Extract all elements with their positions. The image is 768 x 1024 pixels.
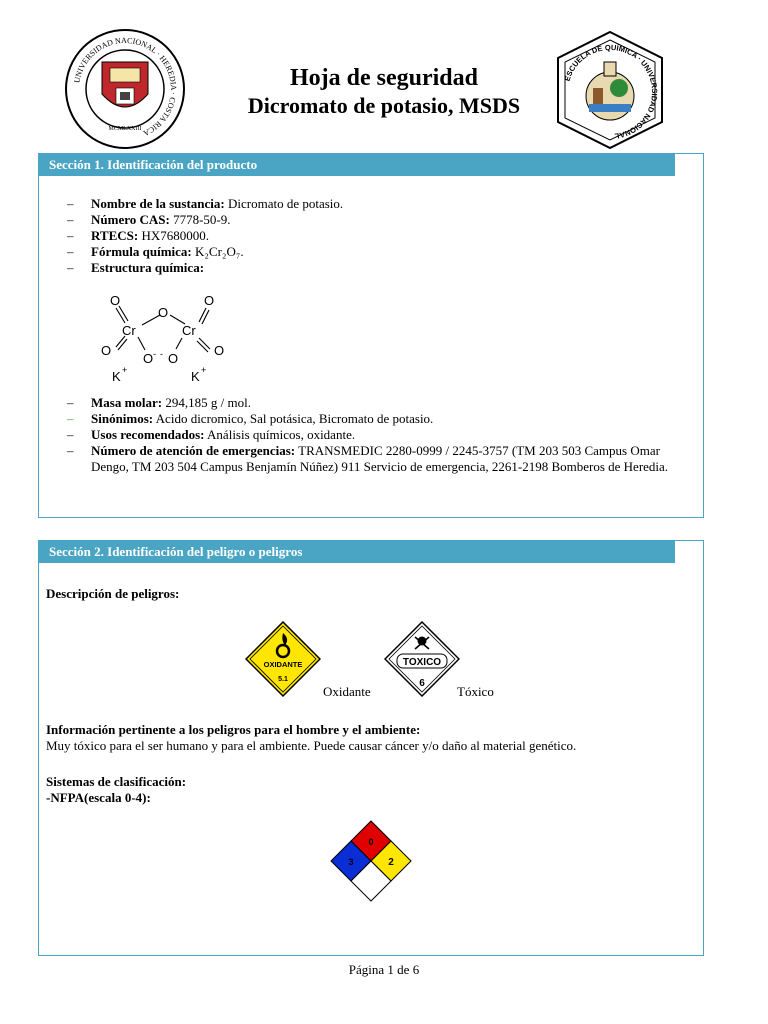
list-item (67, 212, 697, 228)
item-label: Fórmula química: (91, 244, 192, 259)
bullet-dash: – (67, 196, 74, 211)
document-title: Hoja de seguridad (289, 65, 478, 91)
atom-k: K (191, 369, 200, 384)
section-2 (38, 540, 704, 956)
toxico-pictogram-icon (384, 621, 460, 697)
nfpa-health: 3 (348, 857, 354, 867)
section-1 (38, 153, 704, 518)
item-value: Análisis químicos, oxidante. (204, 427, 356, 442)
document-header (220, 64, 548, 120)
toxico-label: Tóxico (457, 684, 494, 699)
charge-plus: + (201, 365, 207, 375)
item-label: Masa molar: (91, 395, 163, 410)
list-item (67, 196, 697, 212)
svg-text:5.1: 5.1 (278, 676, 288, 683)
item-value: Acido dicromico, Sal potásica, Bicromato de potasio. (153, 411, 434, 426)
item-label: Número de atención de emergencias: (91, 443, 296, 458)
bullet-dash: – (67, 395, 74, 410)
nfpa-heading: -NFPA(escala 0-4): (46, 790, 151, 805)
item-label: Número CAS: (91, 212, 170, 227)
escuela-quimica-logo (553, 30, 667, 150)
list-item (67, 228, 697, 244)
oxidante-pictogram-icon (245, 621, 321, 697)
item-label: Nombre de la sustancia: (91, 196, 225, 211)
bullet-dash: – (67, 427, 74, 442)
document-subtitle: Dicromato de potasio, MSDS (247, 93, 521, 118)
item-value: 294,185 g / mol. (162, 395, 251, 410)
item-value: K₂Cr₂O₇. (191, 244, 244, 259)
list-item (67, 244, 697, 260)
oxidante-label: Oxidante (323, 684, 371, 699)
atom-cr: Cr (182, 323, 196, 338)
section-1-list (67, 196, 697, 276)
page-number: Página 1 de 6 (348, 962, 420, 977)
list-item (67, 395, 697, 411)
bullet-dash: – (67, 411, 74, 426)
nfpa-diamond-icon (330, 820, 412, 902)
section-1-title: Sección 1. Identificación del producto (39, 154, 675, 176)
svg-text:TOXICO: TOXICO (402, 657, 442, 668)
svg-text:UNIVERSIDAD NACIONAL · HEREDIA: UNIVERSIDAD NACIONAL · HEREDIA · COSTA RICA (72, 35, 179, 138)
item-label: Sinónimos: (91, 411, 154, 426)
charge-minus: - (160, 349, 163, 359)
item-label: RTECS: (91, 228, 139, 243)
item-value: TRANSMEDIC 2280-0999 / 2245-3757 (TM 203 503 Campus Omar Dengo, TM 203 504 Campus Benjamín Núñez) 911 Servicio de emergencia, 2261-2198 Bomberos de Heredia. (91, 443, 669, 474)
svg-text:6: 6 (419, 678, 425, 689)
section-1-list-2 (67, 395, 697, 475)
atom-o: O (110, 293, 121, 308)
sistemas-heading: Sistemas de clasificación: (46, 774, 187, 789)
info-text: Muy tóxico para el ser humano y para el ambiente. Puede causar cáncer y/o daño al material genético. (46, 738, 577, 753)
nfpa-flammability: 0 (368, 837, 374, 847)
atom-cr: Cr (122, 323, 136, 338)
atom-o-minus: O (168, 351, 179, 366)
svg-text:MCMLXXIII: MCMLXXIII (108, 126, 142, 132)
list-item (67, 411, 697, 427)
chemical-structure (94, 289, 284, 389)
atom-o: O (204, 293, 215, 308)
descripcion-heading: Descripción de peligros: (46, 586, 180, 601)
charge-minus: - (153, 349, 156, 359)
item-value: HX7680000. (138, 228, 210, 243)
item-value: Dicromato de potasio. (224, 196, 344, 211)
bullet-dash: – (67, 244, 74, 259)
info-heading: Información pertinente a los peligros para el hombre y el ambiente: (46, 722, 421, 737)
svg-text:ESCUELA DE QUÍMICA · UNIVERSID: ESCUELA DE QUÍMICA · UNIVERSIDAD NACIONAL (562, 42, 660, 141)
charge-plus: + (122, 365, 128, 375)
list-item (67, 260, 697, 276)
atom-o: O (158, 305, 169, 320)
nfpa-reactivity: 2 (388, 857, 394, 868)
item-value: 7778-50-9. (169, 212, 231, 227)
universidad-nacional-logo (64, 28, 186, 150)
section-2-title: Sección 2. Identificación del peligro o peligros (39, 541, 675, 563)
item-label: Estructura química: (91, 260, 205, 275)
bullet-dash: – (67, 443, 74, 458)
bullet-dash: – (67, 212, 74, 227)
atom-o: O (214, 343, 225, 358)
list-item (67, 443, 697, 475)
atom-k: K (112, 369, 121, 384)
list-item (67, 427, 697, 443)
bullet-dash: – (67, 260, 74, 275)
svg-text:OXIDANTE: OXIDANTE (263, 660, 303, 669)
atom-o-minus: O (143, 351, 154, 366)
bullet-dash: – (67, 228, 74, 243)
atom-o: O (101, 343, 112, 358)
item-label: Usos recomendados: (91, 427, 205, 442)
